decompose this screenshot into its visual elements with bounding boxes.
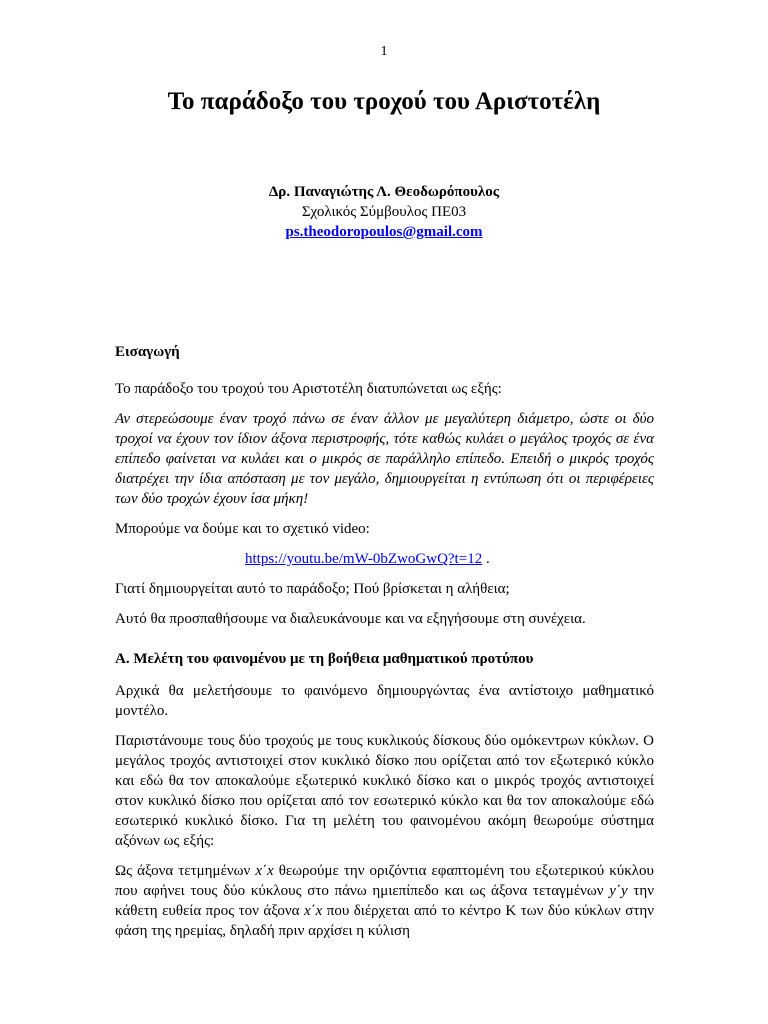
intro-heading: Εισαγωγή (115, 344, 180, 360)
intro-paragraph-3: Γιατί δημιουργείται αυτό το παράδοξο; Πού βρίσκεται η αλήθεια; (115, 581, 510, 597)
video-link[interactable]: https://youtu.be/mW-0bZwoGwQ?t=12 (245, 551, 483, 567)
axis-x-var: x΄x (303, 903, 323, 919)
intro-paragraph-1: Το παράδοξο του τροχού του Αριστοτέλη διατυπώνεται ως εξής: (115, 381, 502, 397)
paradox-statement: Αν στερεώσουμε έναν τροχό πάνω σε έναν άλλον με μεγαλύτερη διάμετρο, ώστε οι δύο τροχοί να έχουν τον ίδιον άξονα περιστροφής, τότε καθώς κυλάει ο μεγάλος τροχός σε ένα επίπεδο φαίνεται να κυλάει και ο μικρός σε παράλληλο επίπεδο. Επειδή ο μικρός τροχός διατρέχει την ίδια απόσταση με τον μεγάλο, δημιουργείται η εντύπωση ότι οι περιφέρειες των δύο τροχών έχουν ίσα μήκη! (115, 411, 654, 507)
page-number: 1 (380, 44, 388, 59)
author-role: Σχολικός Σύμβουλος ΠΕ03 (301, 204, 467, 220)
text-run: την κάθετη ευθεία προς τον άξονα (115, 883, 655, 919)
axis-y-var: y΄y (609, 883, 628, 899)
section-a-paragraph-3 (115, 861, 654, 941)
section-a-paragraph-2: Παριστάνουμε τους δύο τροχούς με τους κυκλικούς δίσκους δύο ομόκεντρων κύκλων. Ο μεγάλος τροχός αντιστοιχεί στον κυκλικό δίσκο που ορίζεται από τον εξωτερικό κύκλο και εδώ θα τον αποκαλούμε εξωτερικό κυκλικό δίσκο και ο μικρός τροχός αντιστοιχεί στον κυκλικό δίσκο που ορίζεται από τον εσωτερικό κύκλο και θα τον αποκαλούμε εδώ εσωτερικό κυκλικό δίσκο. Για τη μελέτη του φαινομένου ακόμη θεωρούμε σύστημα αξόνων ως εξής: (115, 733, 654, 849)
intro-paragraph-2: Μπορούμε να δούμε και το σχετικό video: (115, 521, 370, 537)
author-email-link[interactable]: ps.theodoropoulos@gmail.com (285, 224, 483, 240)
section-a-heading: Α. Μελέτη του φαινομένου με τη βοήθεια μαθηματικού προτύπου (115, 651, 534, 667)
intro-paragraph-4: Αυτό θα προσπαθήσουμε να διαλευκάνουμε και να εξηγήσουμε στη συνέχεια. (115, 611, 586, 627)
section-a-paragraph-1: Αρχικά θα μελετήσουμε το φαινόμενο δημιουργώντας ένα αντίστοιχο μαθηματικό μοντέλο. (115, 683, 654, 719)
video-link-line (115, 549, 654, 569)
text-run: θεωρούμε την οριζόντια εφαπτομένη του εξωτερικού κύκλου που αφήνει τους δύο κύκλους στο πάνω ημιεπίπεδο και ως άξονα τεταγμένων (115, 863, 654, 899)
author-name: Δρ. Παναγιώτης Λ. Θεοδωρόπουλος (268, 184, 500, 200)
text-run: που διέρχεται από το κέντρο Κ των δύο κύκλων στην φάση της ηρεμίας, δηλαδή πριν αρχίσει η κύλιση (115, 903, 654, 939)
text-run: Ως άξονα τετμημένων (115, 863, 256, 879)
author-block (0, 182, 768, 242)
video-link-suffix: . (482, 551, 490, 567)
document-title: Το παράδοξο του τροχού του Αριστοτέλη (167, 88, 601, 115)
document-body (115, 342, 654, 951)
axis-x-var: x΄x (255, 863, 274, 879)
